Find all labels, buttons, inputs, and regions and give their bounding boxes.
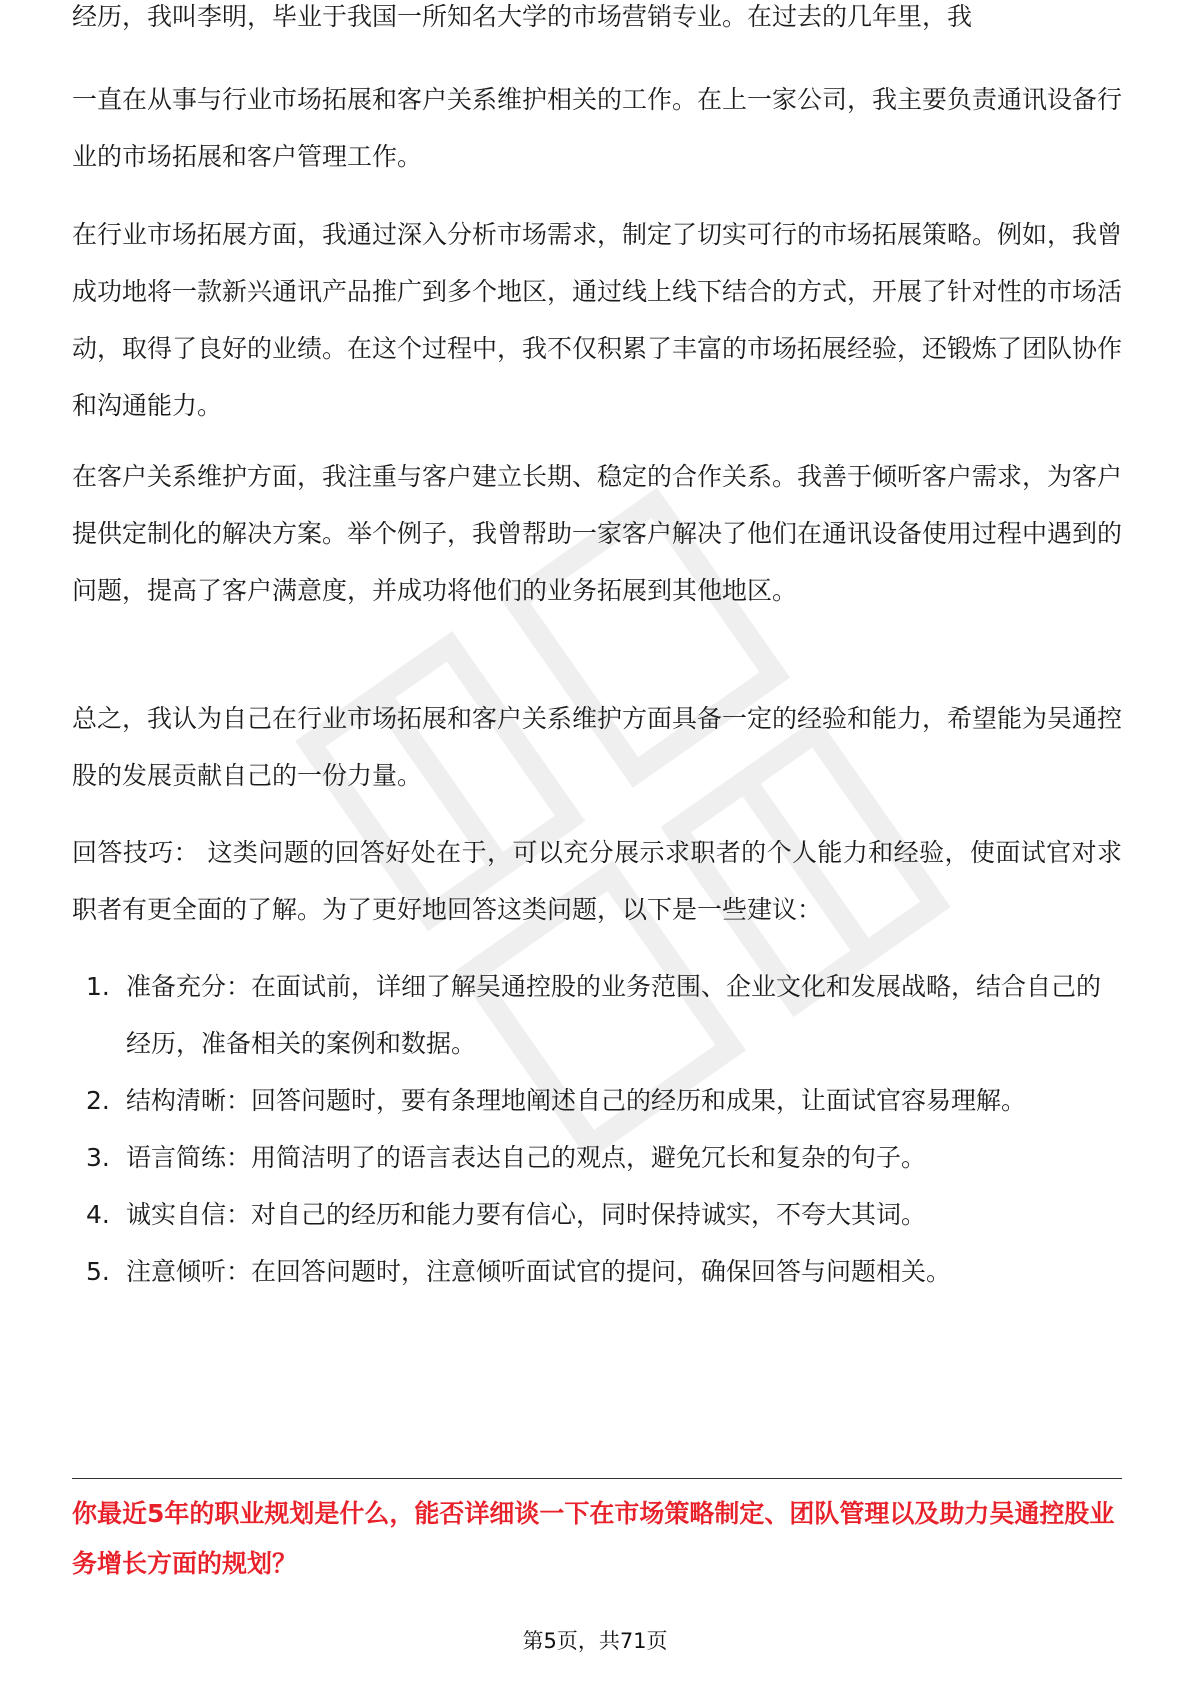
list-item	[72, 1243, 1122, 1300]
section-divider	[72, 1478, 1122, 1479]
list-number: 5.	[86, 1257, 110, 1286]
list-text: 准备充分：在面试前，详细了解吴通控股的业务范围、企业文化和发展战略，结合自己的经历，准备相关的案例和数据。	[126, 972, 1102, 1058]
next-question-heading: 你最近5年的职业规划是什么，能否详细谈一下在市场策略制定、团队管理以及助力吴通控股业务增长方面的规划？	[72, 1499, 1115, 1578]
page-footer: 第5页，共71页	[522, 1629, 668, 1653]
paragraph-answer-tips: 回答技巧： 这类问题的回答好处在于，可以充分展示求职者的个人能力和经验，使面试官对求职者有更全面的了解。为了更好地回答这类问题，以下是一些建议：	[72, 838, 1122, 924]
list-text: 语言简练：用简洁明了的语言表达自己的观点，避免冗长和复杂的句子。	[126, 1143, 927, 1172]
list-text: 结构清晰：回答问题时，要有条理地阐述自己的经历和成果，让面试官容易理解。	[126, 1086, 1027, 1115]
partial-top-line	[72, 2, 1122, 58]
list-item	[72, 1129, 1122, 1186]
paragraph-summary: 总之，我认为自己在行业市场拓展和客户关系维护方面具备一定的经验和能力，希望能为吴通控股的发展贡献自己的一份力量。	[72, 704, 1123, 790]
paragraph-market-expansion: 在行业市场拓展方面，我通过深入分析市场需求，制定了切实可行的市场拓展策略。例如，我曾成功地将一款新兴通讯产品推广到多个地区，通过线上线下结合的方式，开展了针对性的市场活动，取得了良好的业绩。在这个过程中，我不仅积累了丰富的市场拓展经验，还锻炼了团队协作和沟通能力。	[72, 220, 1123, 420]
tips-list	[72, 958, 1122, 1300]
list-number: 2.	[86, 1086, 110, 1115]
list-number: 1.	[86, 972, 110, 1001]
list-number: 4.	[86, 1200, 110, 1229]
list-number: 3.	[86, 1143, 110, 1172]
list-item	[72, 958, 1122, 1072]
paragraph-intro: 一直在从事与行业市场拓展和客户关系维护相关的工作。在上一家公司，我主要负责通讯设备行业的市场拓展和客户管理工作。	[72, 85, 1123, 171]
list-item	[72, 1186, 1122, 1243]
partial-top-text: 经历，我叫李明，毕业于我国一所知名大学的市场营销专业。在过去的几年里，我	[72, 2, 973, 31]
list-text: 诚实自信：对自己的经历和能力要有信心，同时保持诚实，不夸大其词。	[126, 1200, 927, 1229]
list-text: 注意倾听：在回答问题时，注意倾听面试官的提问，确保回答与问题相关。	[126, 1257, 952, 1286]
paragraph-client-relations: 在客户关系维护方面，我注重与客户建立长期、稳定的合作关系。我善于倾听客户需求，为客户提供定制化的解决方案。举个例子，我曾帮助一家客户解决了他们在通讯设备使用过程中遇到的问题，提高了客户满意度，并成功将他们的业务拓展到其他地区。	[72, 462, 1123, 605]
list-item	[72, 1072, 1122, 1129]
